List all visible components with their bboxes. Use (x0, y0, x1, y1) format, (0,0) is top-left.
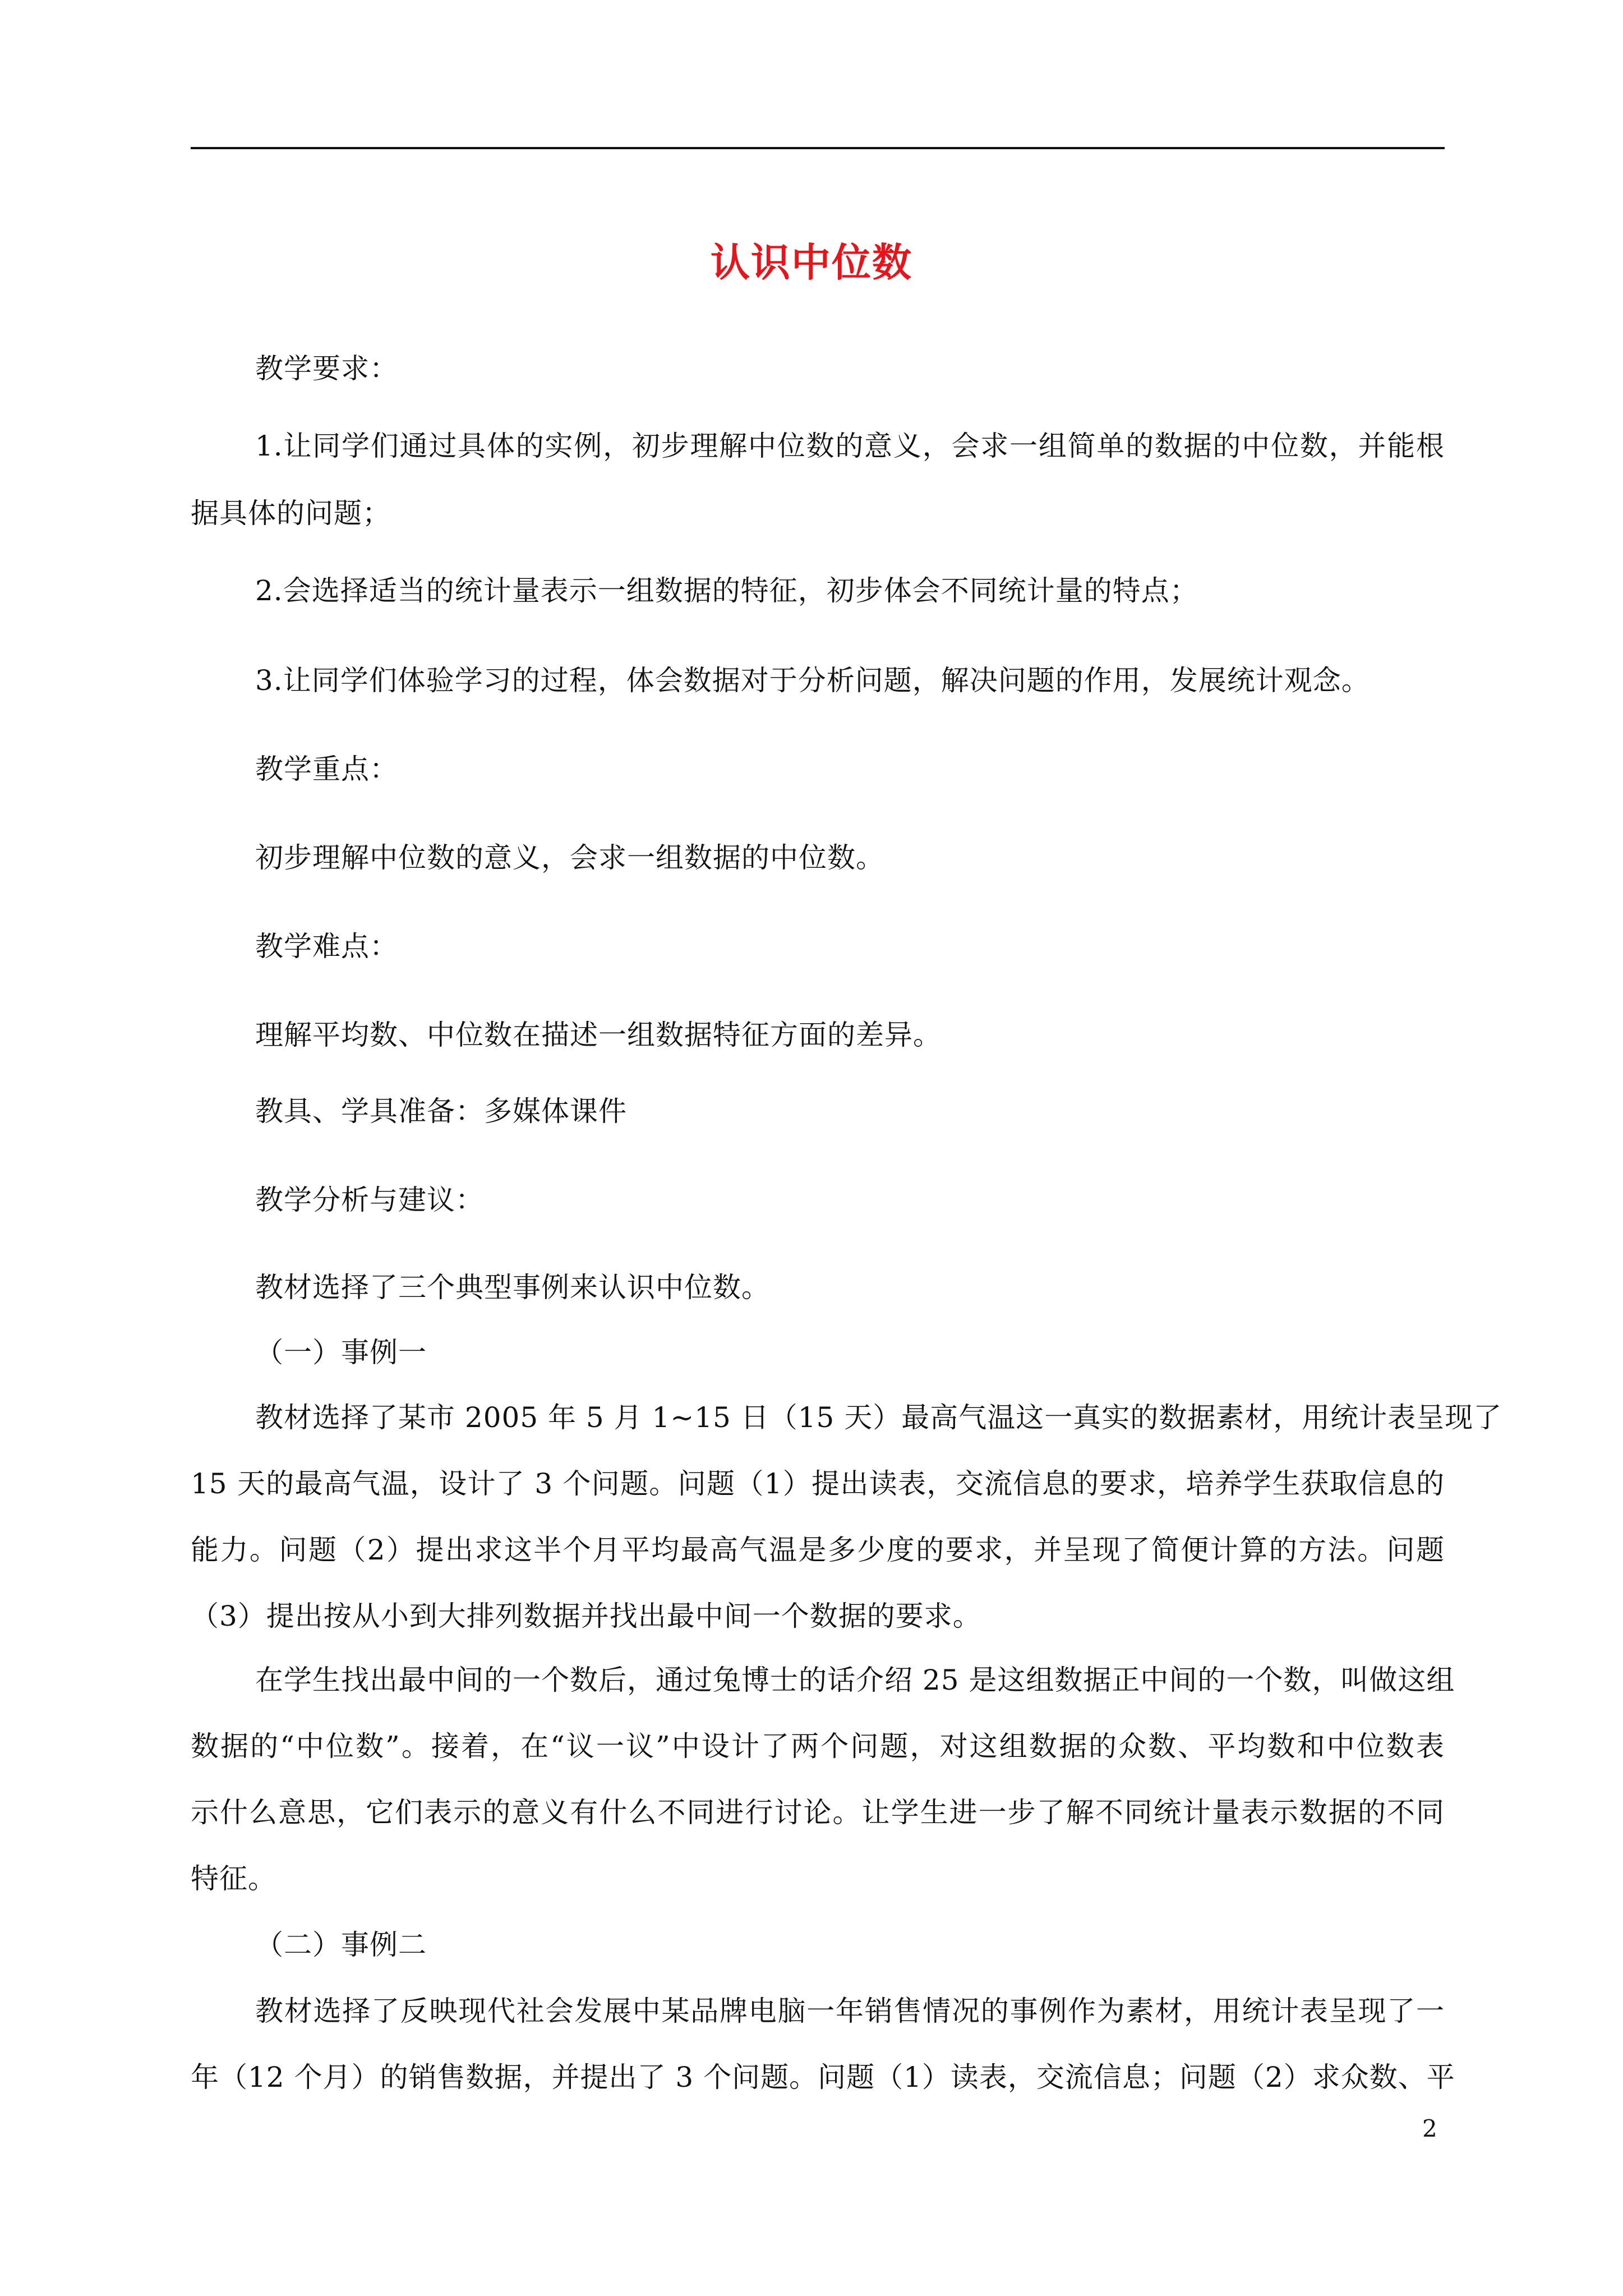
page-number: 2 (1422, 2115, 1437, 2142)
text-line: 教材选择了三个典型事例来认识中位数。 (255, 1271, 770, 1304)
text-line: 理解平均数、中位数在描述一组数据特征方面的差异。 (255, 1019, 942, 1051)
text-line: 能力。问题（2）提出求这半个月平均最高气温是多少度的要求，并呈现了简便计算的方法。问题 (191, 1534, 1445, 1566)
text-line: 在学生找出最中间的一个数后，通过兔博士的话介绍 25 是这组数据正中间的一个数，叫做这组 (255, 1664, 1455, 1696)
header-rule (191, 147, 1445, 149)
text-line: 初步理解中位数的意义，会求一组数据的中位数。 (255, 841, 884, 874)
section-heading: （一）事例一 (255, 1336, 427, 1369)
text-line: 教学要求： (255, 352, 398, 385)
text-line: 据具体的问题； (191, 497, 391, 530)
text-line: 教材选择了反映现代社会发展中某品牌电脑一年销售情况的事例作为素材，用统计表呈现了一 (255, 1995, 1445, 2027)
text-line: 教学难点： (255, 930, 398, 963)
section-heading: （二）事例二 (255, 1929, 427, 1961)
text-line: 3.让同学们体验学习的过程，体会数据对于分析问题，解决问题的作用，发展统计观念。 (255, 664, 1370, 697)
text-line: 示什么意思，它们表示的意义有什么不同进行讨论。让学生进一步了解不同统计量表示数据的不同 (191, 1796, 1445, 1829)
text-line: 15 天的最高气温，设计了 3 个问题。问题（1）提出读表，交流信息的要求，培养学生获取信息的 (191, 1467, 1445, 1500)
text-line: 1.让同学们通过具体的实例，初步理解中位数的意义，会求一组简单的数据的中位数，并能根 (255, 430, 1445, 462)
text-line: 教材选择了某市 2005 年 5 月 1~15 日（15 天）最高气温这一真实的数据素材，用统计表呈现了 (255, 1401, 1502, 1434)
text-line: 数据的“中位数”。接着，在“议一议”中设计了两个问题，对这组数据的众数、平均数和中位数表 (191, 1730, 1445, 1763)
text-line: （3）提出按从小到大排列数据并找出最中间一个数据的要求。 (191, 1600, 981, 1632)
text-line: 教学分析与建议： (255, 1184, 484, 1216)
text-line: 年（12 个月）的销售数据，并提出了 3 个问题。问题（1）读表，交流信息；问题（2）求众数、平 (191, 2061, 1455, 2093)
page-title: 认识中位数 (711, 239, 912, 286)
text-line: 教学重点： (255, 753, 398, 785)
text-line: 特征。 (191, 1862, 276, 1895)
text-line: 2.会选择适当的统计量表示一组数据的特征，初步体会不同统计量的特点； (255, 574, 1198, 607)
text-line: 教具、学具准备：多媒体课件 (255, 1095, 627, 1128)
